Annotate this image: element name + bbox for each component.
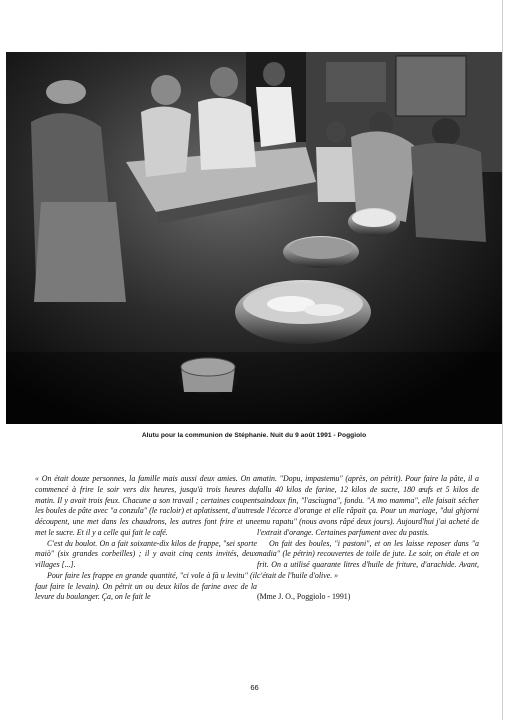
page-edge (502, 0, 503, 720)
photo-illustration (6, 52, 502, 424)
paragraph: « On était douze personnes, la famille mais aussi deux amies. On a commencé à frire le soir vers dix heures, jusqu'à trois heures du matin. Il y avait trois feux. Chacune a son travail ; certaines coupent les boules de pâte avec "a conzula" (le racloir) et aplatissent, d'autres découpent, une met dans les chaudrons, les autres font frire et une met le sucre. Et il y a celle qui fait le café. (35, 474, 257, 537)
paragraph: matin. "Dopu, impastemu" (après, on pétrit). Pour faire la pâte, il a fallu 40 kilos de farine, 12 kilos de sucre, 180 œufs et 5 kilos de saindoux fin, "l'ascìugna", fondu. "A mo mamma", elle faisait sécher de l'écorce d'orange et elle râpait ça. Pour un mariage, "dui ghjorni emu rapatu" (nous avons râpé deux jours). Aujourd'hui j'ai acheté de l'extrait d'orange. Certaines parfument avec du pastis. (257, 474, 479, 537)
paragraph: C'est du boulot. On a fait soixante-dix kilos de frappe, "sei sporte maiò" (six grandes corbeilles) ; il y avait cinq cents invités, deux villages [...]. (35, 538, 257, 569)
night-cooking-photo (6, 52, 502, 424)
text-column-left (35, 474, 257, 603)
text-column-right (257, 474, 479, 602)
attribution: (Mme J. O., Poggiolo - 1991) (257, 591, 351, 601)
page-number: 66 (250, 683, 259, 692)
paragraph: Pour faire les frappe en grande quantité, "ci vole à fà u levitu" (il faut faire le levain). On pétrit un ou deux kilos de farine avec de la levure du boulanger. Ça, on le fait le (35, 570, 257, 602)
photo-caption: Alutu pour la communion de Stéphanie. Nuit du 9 août 1991 - Poggiolo (141, 432, 367, 439)
paragraph: On fait des boules, "i pastoni", et on les laisse reposer dans "a madia" (le pétrin) recouvertes de toile de jute. Le soir, on étale et on frit. On a utilisé quarante litres d'huile de friture, d'arachide. Avant, c'était de l'huile d'olive. » (257, 538, 479, 580)
